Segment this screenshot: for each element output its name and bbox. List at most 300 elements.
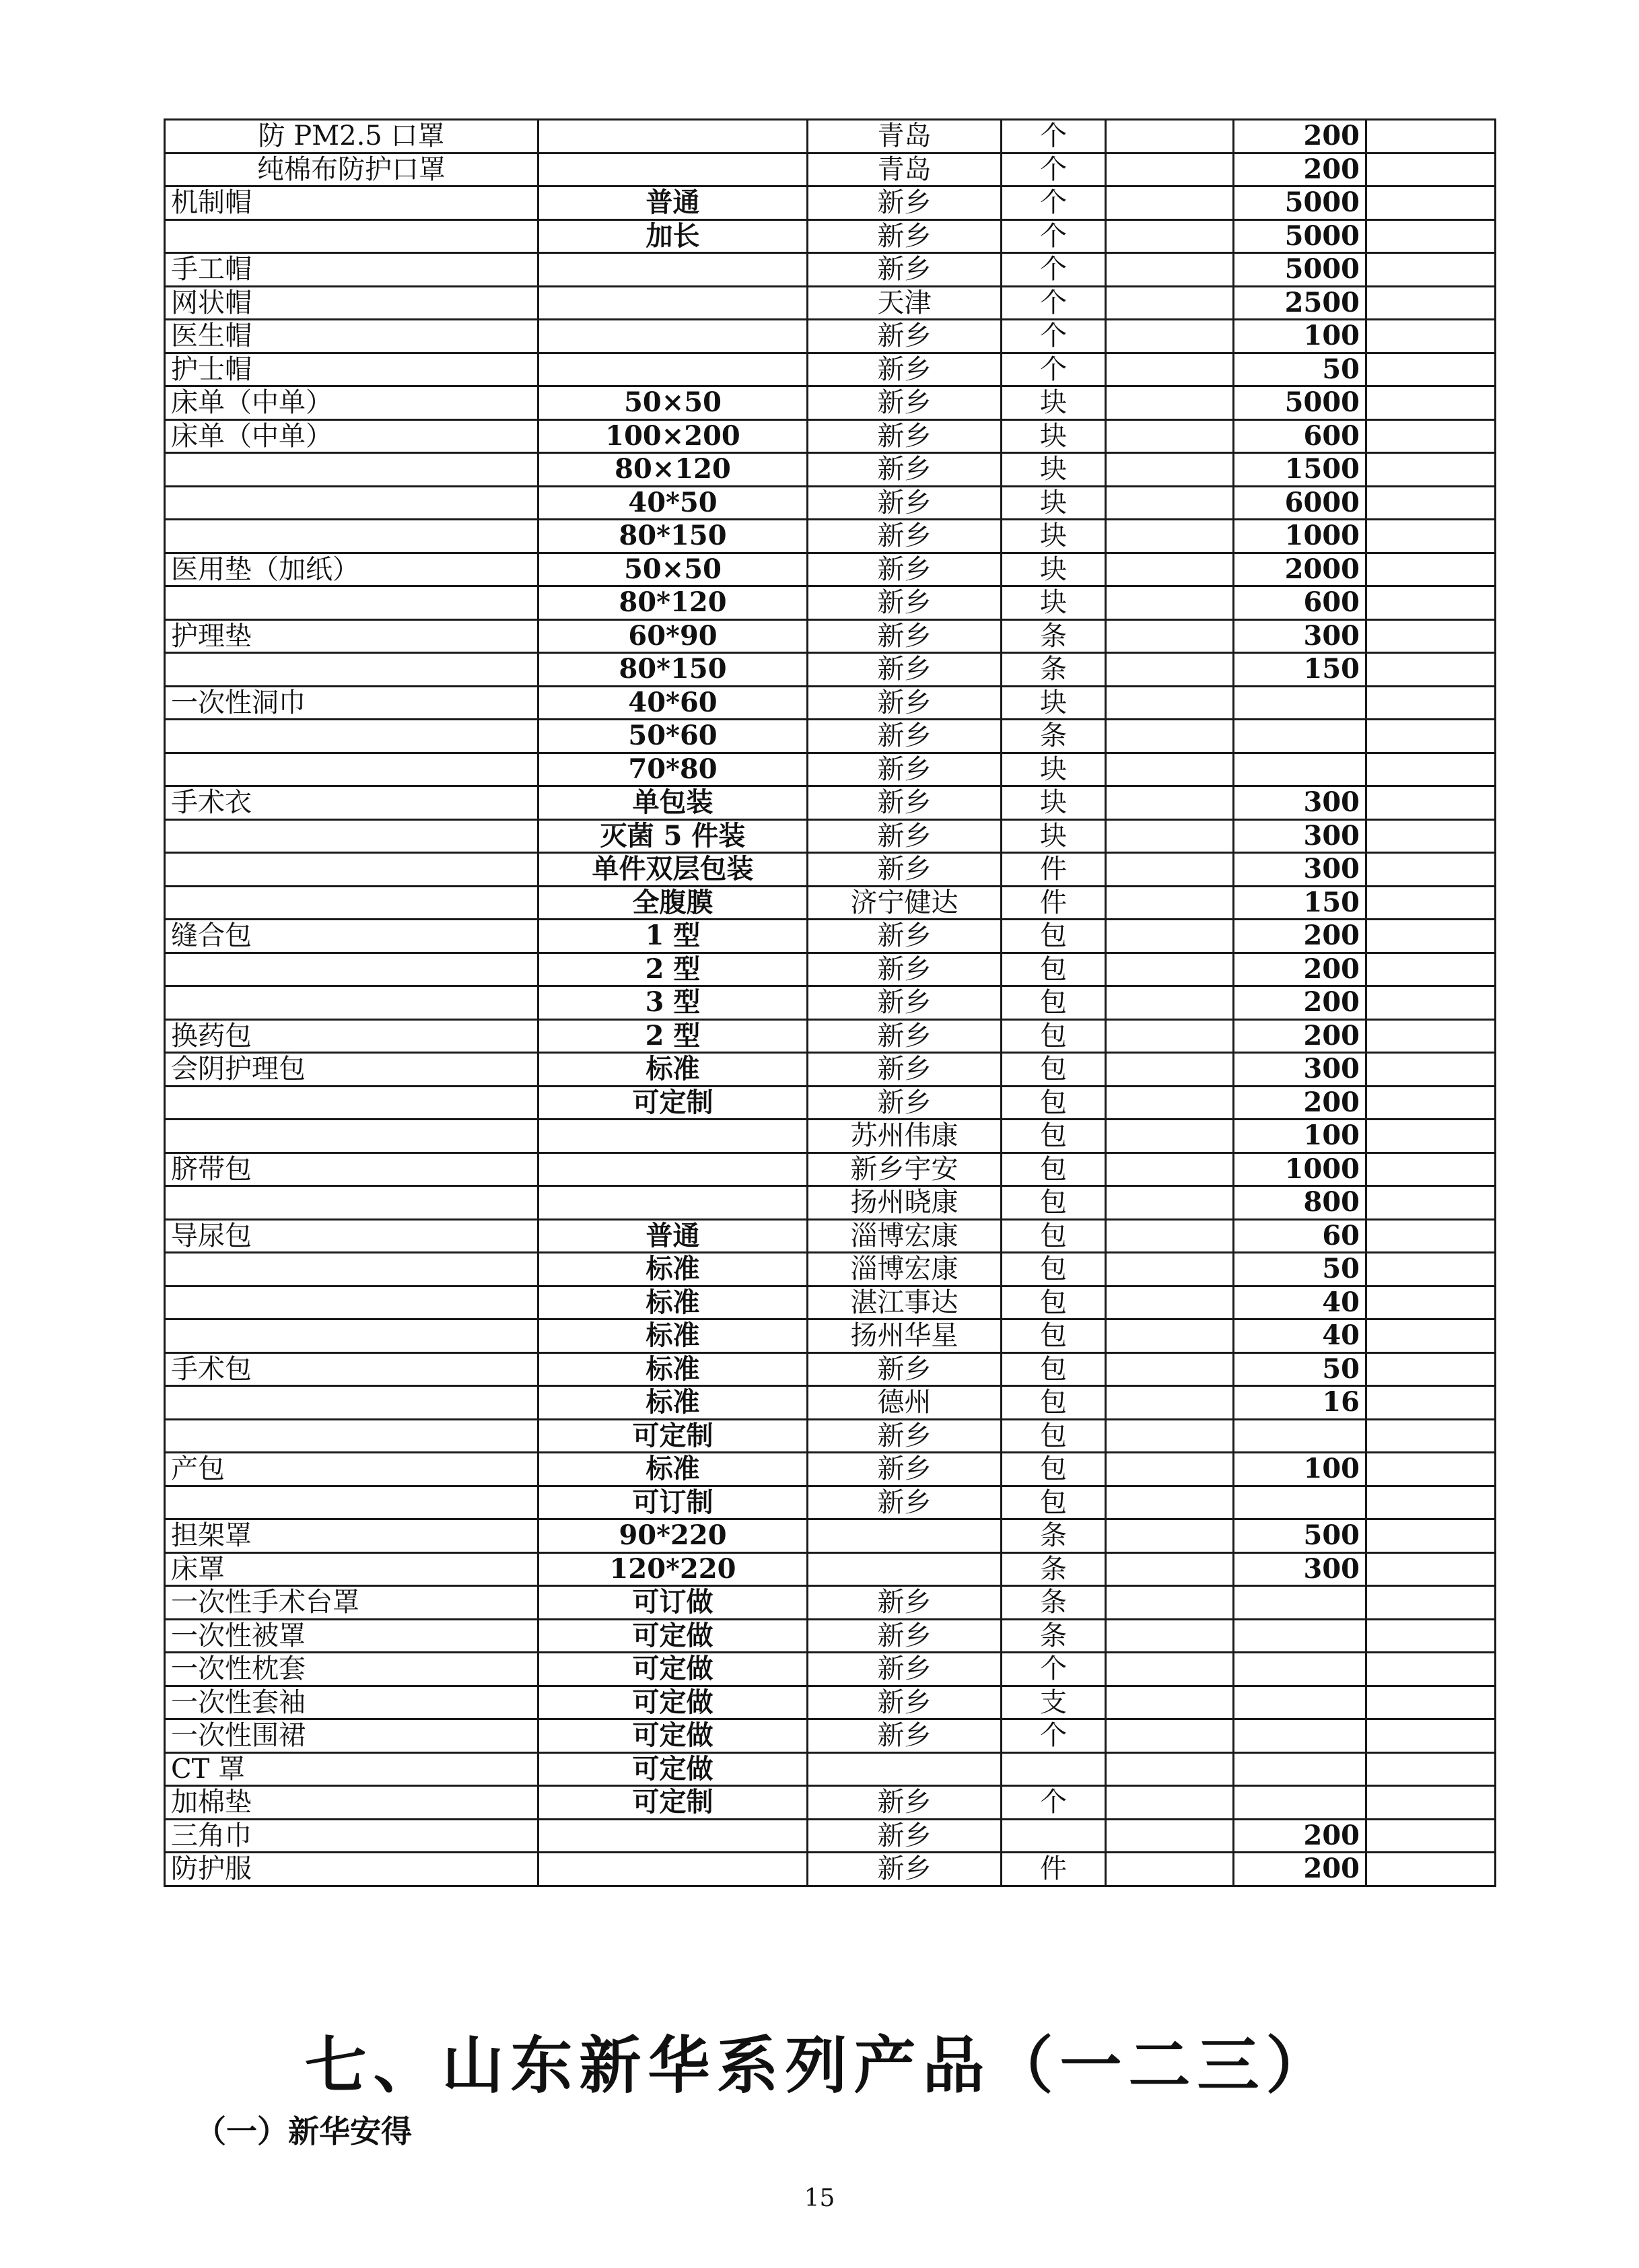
- origin-cell: 新乡: [808, 219, 1002, 253]
- spec-cell: [538, 1853, 808, 1886]
- product-name-cell: 护士帽: [165, 353, 538, 386]
- table-row: [165, 553, 1496, 586]
- price-cell: [1106, 1219, 1234, 1253]
- quantity-cell: [1234, 1486, 1366, 1519]
- unit-cell: 个: [1002, 120, 1106, 153]
- product-name-cell: 会阴护理包: [165, 1053, 538, 1087]
- origin-cell: 湛江事达: [808, 1286, 1002, 1319]
- price-cell: [1106, 520, 1234, 553]
- table-row: [165, 1419, 1496, 1453]
- quantity-cell: 2500: [1234, 286, 1366, 320]
- quantity-cell: 100: [1234, 1120, 1366, 1153]
- unit-cell: 包: [1002, 1453, 1106, 1486]
- unit-cell: 包: [1002, 1386, 1106, 1420]
- note-cell: [1366, 1752, 1496, 1786]
- origin-cell: 新乡: [808, 386, 1002, 420]
- unit-cell: 包: [1002, 1486, 1106, 1519]
- note-cell: [1366, 1719, 1496, 1753]
- price-cell: [1106, 1186, 1234, 1220]
- unit-cell: 包: [1002, 1120, 1106, 1153]
- spec-cell: 灭菌 5 件装: [538, 819, 808, 853]
- product-name-cell: 床单（中单）: [165, 419, 538, 453]
- price-cell: [1106, 120, 1234, 153]
- note-cell: [1366, 120, 1496, 153]
- unit-cell: 条: [1002, 1519, 1106, 1553]
- note-cell: [1366, 1653, 1496, 1686]
- spec-cell: 全腹膜: [538, 886, 808, 920]
- product-name-cell: 防护服: [165, 1853, 538, 1886]
- table-row: [165, 1120, 1496, 1153]
- quantity-cell: [1234, 1786, 1366, 1820]
- product-name-cell: [165, 953, 538, 986]
- origin-cell: 新乡: [808, 353, 1002, 386]
- price-cell: [1106, 1419, 1234, 1453]
- origin-cell: 新乡: [808, 1653, 1002, 1686]
- note-cell: [1366, 1086, 1496, 1120]
- product-name-cell: 脐带包: [165, 1153, 538, 1186]
- table-row: [165, 1086, 1496, 1120]
- product-name-cell: 手术包: [165, 1352, 538, 1386]
- spec-cell: 标准: [538, 1352, 808, 1386]
- spec-cell: 可定做: [538, 1752, 808, 1786]
- product-name-cell: 换药包: [165, 1019, 538, 1053]
- spec-cell: 3 型: [538, 986, 808, 1020]
- table-row: [165, 986, 1496, 1020]
- note-cell: [1366, 1186, 1496, 1220]
- product-name-cell: 一次性枕套: [165, 1653, 538, 1686]
- note-cell: [1366, 486, 1496, 520]
- spec-cell: 80*150: [538, 653, 808, 687]
- price-cell: [1106, 386, 1234, 420]
- spec-cell: 标准: [538, 1053, 808, 1087]
- price-cell: [1106, 286, 1234, 320]
- origin-cell: 新乡: [808, 453, 1002, 487]
- unit-cell: 个: [1002, 286, 1106, 320]
- note-cell: [1366, 353, 1496, 386]
- unit-cell: [1002, 1819, 1106, 1853]
- origin-cell: 扬州晓康: [808, 1186, 1002, 1220]
- unit-cell: 个: [1002, 153, 1106, 186]
- unit-cell: 包: [1002, 953, 1106, 986]
- spec-cell: 50×50: [538, 386, 808, 420]
- spec-cell: 可定做: [538, 1686, 808, 1719]
- table-row: [165, 153, 1496, 186]
- unit-cell: 包: [1002, 920, 1106, 953]
- unit-cell: 块: [1002, 586, 1106, 620]
- quantity-cell: 800: [1234, 1186, 1366, 1220]
- origin-cell: 新乡: [808, 1853, 1002, 1886]
- price-cell: [1106, 1286, 1234, 1319]
- origin-cell: [808, 1752, 1002, 1786]
- product-name-cell: [165, 819, 538, 853]
- note-cell: [1366, 1552, 1496, 1586]
- table-row: [165, 486, 1496, 520]
- subsection-title: （一）新华安得: [195, 2113, 412, 2150]
- quantity-cell: 200: [1234, 953, 1366, 986]
- table-row: [165, 1786, 1496, 1820]
- quantity-cell: [1234, 1653, 1366, 1686]
- quantity-cell: 100: [1234, 320, 1366, 353]
- note-cell: [1366, 553, 1496, 586]
- spec-cell: [538, 1819, 808, 1853]
- product-name-cell: 加棉垫: [165, 1786, 538, 1820]
- spec-cell: 可定制: [538, 1086, 808, 1120]
- spec-cell: 50*60: [538, 720, 808, 753]
- product-name-cell: 床单（中单）: [165, 386, 538, 420]
- quantity-cell: 5000: [1234, 219, 1366, 253]
- origin-cell: 新乡: [808, 786, 1002, 820]
- table-row: [165, 1453, 1496, 1486]
- origin-cell: 新乡: [808, 1352, 1002, 1386]
- table-row: [165, 186, 1496, 220]
- table-row: [165, 1352, 1496, 1386]
- spec-cell: 可订制: [538, 1486, 808, 1519]
- note-cell: [1366, 286, 1496, 320]
- note-cell: [1366, 1686, 1496, 1719]
- product-name-cell: 一次性被罩: [165, 1619, 538, 1653]
- quantity-cell: [1234, 1686, 1366, 1719]
- table-row: [165, 453, 1496, 487]
- product-name-cell: [165, 753, 538, 786]
- note-cell: [1366, 953, 1496, 986]
- table-row: [165, 819, 1496, 853]
- product-name-cell: [165, 720, 538, 753]
- quantity-cell: 50: [1234, 1253, 1366, 1286]
- note-cell: [1366, 1486, 1496, 1519]
- unit-cell: 个: [1002, 186, 1106, 220]
- price-cell: [1106, 1453, 1234, 1486]
- unit-cell: 块: [1002, 486, 1106, 520]
- quantity-cell: 300: [1234, 853, 1366, 887]
- spec-cell: [538, 1153, 808, 1186]
- spec-cell: 80*120: [538, 586, 808, 620]
- origin-cell: 扬州华星: [808, 1319, 1002, 1353]
- note-cell: [1366, 1586, 1496, 1620]
- note-cell: [1366, 1352, 1496, 1386]
- unit-cell: 包: [1002, 1053, 1106, 1087]
- origin-cell: 新乡: [808, 953, 1002, 986]
- origin-cell: 新乡: [808, 619, 1002, 653]
- quantity-cell: 1000: [1234, 520, 1366, 553]
- unit-cell: 件: [1002, 853, 1106, 887]
- origin-cell: 新乡: [808, 320, 1002, 353]
- table-row: [165, 1019, 1496, 1053]
- quantity-cell: 200: [1234, 1019, 1366, 1053]
- origin-cell: 新乡: [808, 1419, 1002, 1453]
- product-name-cell: [165, 653, 538, 687]
- table-row: [165, 1053, 1496, 1087]
- quantity-cell: 300: [1234, 619, 1366, 653]
- origin-cell: 青岛: [808, 120, 1002, 153]
- price-cell: [1106, 720, 1234, 753]
- note-cell: [1366, 1286, 1496, 1319]
- quantity-cell: 6000: [1234, 486, 1366, 520]
- product-name-cell: 网状帽: [165, 286, 538, 320]
- quantity-cell: 300: [1234, 1552, 1366, 1586]
- table-row: [165, 1153, 1496, 1186]
- origin-cell: 新乡: [808, 1086, 1002, 1120]
- price-cell: [1106, 853, 1234, 887]
- price-cell: [1106, 686, 1234, 720]
- product-name-cell: [165, 453, 538, 487]
- origin-cell: 天津: [808, 286, 1002, 320]
- unit-cell: 条: [1002, 720, 1106, 753]
- product-name-cell: [165, 1319, 538, 1353]
- quantity-cell: [1234, 686, 1366, 720]
- spec-cell: 可定做: [538, 1619, 808, 1653]
- origin-cell: 新乡: [808, 920, 1002, 953]
- quantity-cell: 200: [1234, 1853, 1366, 1886]
- quantity-cell: 50: [1234, 1352, 1366, 1386]
- origin-cell: 新乡: [808, 686, 1002, 720]
- note-cell: [1366, 819, 1496, 853]
- spec-cell: 加长: [538, 219, 808, 253]
- unit-cell: 包: [1002, 1086, 1106, 1120]
- table-row: [165, 1653, 1496, 1686]
- quantity-cell: 200: [1234, 1819, 1366, 1853]
- table-row: [165, 1319, 1496, 1353]
- price-cell: [1106, 1519, 1234, 1553]
- product-name-cell: 床罩: [165, 1552, 538, 1586]
- unit-cell: 块: [1002, 753, 1106, 786]
- quantity-cell: 500: [1234, 1519, 1366, 1553]
- origin-cell: 淄博宏康: [808, 1253, 1002, 1286]
- note-cell: [1366, 853, 1496, 887]
- origin-cell: 济宁健达: [808, 886, 1002, 920]
- price-cell: [1106, 653, 1234, 687]
- unit-cell: 支: [1002, 1686, 1106, 1719]
- spec-cell: [538, 1186, 808, 1220]
- product-name-cell: [165, 1386, 538, 1420]
- origin-cell: 新乡: [808, 1719, 1002, 1753]
- unit-cell: 包: [1002, 986, 1106, 1020]
- origin-cell: 新乡: [808, 1586, 1002, 1620]
- table-row: [165, 1819, 1496, 1853]
- unit-cell: 包: [1002, 1153, 1106, 1186]
- product-name-cell: 医生帽: [165, 320, 538, 353]
- origin-cell: 新乡: [808, 586, 1002, 620]
- note-cell: [1366, 753, 1496, 786]
- table-row: [165, 653, 1496, 687]
- spec-cell: 普通: [538, 186, 808, 220]
- section-title: 七、山东新华系列产品（一二三）: [304, 2030, 1335, 2102]
- note-cell: [1366, 1819, 1496, 1853]
- unit-cell: 包: [1002, 1352, 1106, 1386]
- price-cell: [1106, 1352, 1234, 1386]
- price-cell: [1106, 353, 1234, 386]
- note-cell: [1366, 686, 1496, 720]
- spec-cell: 120*220: [538, 1552, 808, 1586]
- price-cell: [1106, 320, 1234, 353]
- note-cell: [1366, 1019, 1496, 1053]
- unit-cell: 条: [1002, 1552, 1106, 1586]
- quantity-cell: 200: [1234, 1086, 1366, 1120]
- product-name-cell: [165, 520, 538, 553]
- unit-cell: 个: [1002, 1786, 1106, 1820]
- table-row: [165, 1519, 1496, 1553]
- origin-cell: 新乡: [808, 253, 1002, 287]
- note-cell: [1366, 320, 1496, 353]
- table-row: [165, 520, 1496, 553]
- quantity-cell: [1234, 1586, 1366, 1620]
- product-name-cell: 一次性洞巾: [165, 686, 538, 720]
- table-row: [165, 1719, 1496, 1753]
- unit-cell: [1002, 1752, 1106, 1786]
- spec-cell: 40*60: [538, 686, 808, 720]
- unit-cell: 包: [1002, 1186, 1106, 1220]
- quantity-cell: 150: [1234, 653, 1366, 687]
- origin-cell: 新乡: [808, 186, 1002, 220]
- quantity-cell: 200: [1234, 986, 1366, 1020]
- unit-cell: 个: [1002, 1719, 1106, 1753]
- note-cell: [1366, 786, 1496, 820]
- price-cell: [1106, 786, 1234, 820]
- price-cell: [1106, 1552, 1234, 1586]
- unit-cell: 块: [1002, 686, 1106, 720]
- note-cell: [1366, 886, 1496, 920]
- note-cell: [1366, 586, 1496, 620]
- page-number: 15: [804, 2185, 835, 2212]
- price-cell: [1106, 186, 1234, 220]
- product-rows: [165, 120, 1496, 1886]
- origin-cell: [808, 1519, 1002, 1553]
- spec-cell: 80×120: [538, 453, 808, 487]
- table-row: [165, 1552, 1496, 1586]
- note-cell: [1366, 1853, 1496, 1886]
- price-cell: [1106, 253, 1234, 287]
- product-name-cell: 一次性套袖: [165, 1686, 538, 1719]
- origin-cell: 新乡: [808, 1019, 1002, 1053]
- table-row: [165, 886, 1496, 920]
- price-cell: [1106, 553, 1234, 586]
- unit-cell: 条: [1002, 619, 1106, 653]
- table-row: [165, 419, 1496, 453]
- spec-cell: 普通: [538, 1219, 808, 1253]
- price-cell: [1106, 1619, 1234, 1653]
- product-name-cell: [165, 586, 538, 620]
- price-cell: [1106, 586, 1234, 620]
- note-cell: [1366, 1786, 1496, 1820]
- quantity-cell: 300: [1234, 1053, 1366, 1087]
- note-cell: [1366, 1453, 1496, 1486]
- product-name-cell: 一次性围裙: [165, 1719, 538, 1753]
- table-row: [165, 720, 1496, 753]
- unit-cell: 块: [1002, 786, 1106, 820]
- table-row: [165, 853, 1496, 887]
- price-cell: [1106, 1386, 1234, 1420]
- table-row: [165, 320, 1496, 353]
- table-row: [165, 686, 1496, 720]
- quantity-cell: 1000: [1234, 1153, 1366, 1186]
- product-name-cell: 手术衣: [165, 786, 538, 820]
- origin-cell: 新乡: [808, 720, 1002, 753]
- table-row: [165, 219, 1496, 253]
- spec-cell: 1 型: [538, 920, 808, 953]
- spec-cell: [538, 320, 808, 353]
- origin-cell: 新乡: [808, 520, 1002, 553]
- spec-cell: 70*80: [538, 753, 808, 786]
- note-cell: [1366, 920, 1496, 953]
- spec-cell: 可订做: [538, 1586, 808, 1620]
- origin-cell: 新乡: [808, 1819, 1002, 1853]
- table-row: [165, 286, 1496, 320]
- note-cell: [1366, 1386, 1496, 1420]
- product-name-cell: CT 罩: [165, 1752, 538, 1786]
- unit-cell: 包: [1002, 1019, 1106, 1053]
- table-row: [165, 1619, 1496, 1653]
- spec-cell: 标准: [538, 1319, 808, 1353]
- quantity-cell: 5000: [1234, 186, 1366, 220]
- price-cell: [1106, 1086, 1234, 1120]
- unit-cell: 条: [1002, 653, 1106, 687]
- table-row: [165, 1286, 1496, 1319]
- product-name-cell: 产包: [165, 1453, 538, 1486]
- origin-cell: 德州: [808, 1386, 1002, 1420]
- price-cell: [1106, 1319, 1234, 1353]
- origin-cell: 苏州伟康: [808, 1120, 1002, 1153]
- note-cell: [1366, 520, 1496, 553]
- origin-cell: 新乡: [808, 1486, 1002, 1519]
- price-cell: [1106, 1786, 1234, 1820]
- origin-cell: 新乡: [808, 1686, 1002, 1719]
- quantity-cell: 16: [1234, 1386, 1366, 1420]
- quantity-cell: 200: [1234, 920, 1366, 953]
- origin-cell: 新乡: [808, 486, 1002, 520]
- product-name-cell: [165, 886, 538, 920]
- spec-cell: 可定制: [538, 1786, 808, 1820]
- price-cell: [1106, 619, 1234, 653]
- price-cell: [1106, 1253, 1234, 1286]
- note-cell: [1366, 453, 1496, 487]
- quantity-cell: 1500: [1234, 453, 1366, 487]
- price-cell: [1106, 1053, 1234, 1087]
- note-cell: [1366, 1219, 1496, 1253]
- quantity-cell: 40: [1234, 1286, 1366, 1319]
- origin-cell: 新乡: [808, 553, 1002, 586]
- quantity-cell: [1234, 720, 1366, 753]
- product-name-cell: 纯棉布防护口罩: [165, 153, 538, 186]
- quantity-cell: 100: [1234, 1453, 1366, 1486]
- product-name-cell: 护理垫: [165, 619, 538, 653]
- price-cell: [1106, 219, 1234, 253]
- spec-cell: 标准: [538, 1286, 808, 1319]
- quantity-cell: 5000: [1234, 253, 1366, 287]
- origin-cell: 新乡: [808, 753, 1002, 786]
- note-cell: [1366, 1120, 1496, 1153]
- unit-cell: 包: [1002, 1286, 1106, 1319]
- spec-cell: [538, 253, 808, 287]
- price-cell: [1106, 1120, 1234, 1153]
- product-name-cell: 手工帽: [165, 253, 538, 287]
- note-cell: [1366, 1319, 1496, 1353]
- quantity-cell: 40: [1234, 1319, 1366, 1353]
- price-cell: [1106, 1653, 1234, 1686]
- table-row: [165, 953, 1496, 986]
- note-cell: [1366, 1153, 1496, 1186]
- origin-cell: 新乡: [808, 986, 1002, 1020]
- origin-cell: 新乡: [808, 819, 1002, 853]
- table-row: [165, 920, 1496, 953]
- price-cell: [1106, 920, 1234, 953]
- spec-cell: 可定做: [538, 1719, 808, 1753]
- quantity-cell: 150: [1234, 886, 1366, 920]
- spec-cell: 80*150: [538, 520, 808, 553]
- price-cell: [1106, 819, 1234, 853]
- origin-cell: 新乡: [808, 853, 1002, 887]
- table-row: [165, 1752, 1496, 1786]
- spec-cell: 2 型: [538, 1019, 808, 1053]
- table-row: [165, 1853, 1496, 1886]
